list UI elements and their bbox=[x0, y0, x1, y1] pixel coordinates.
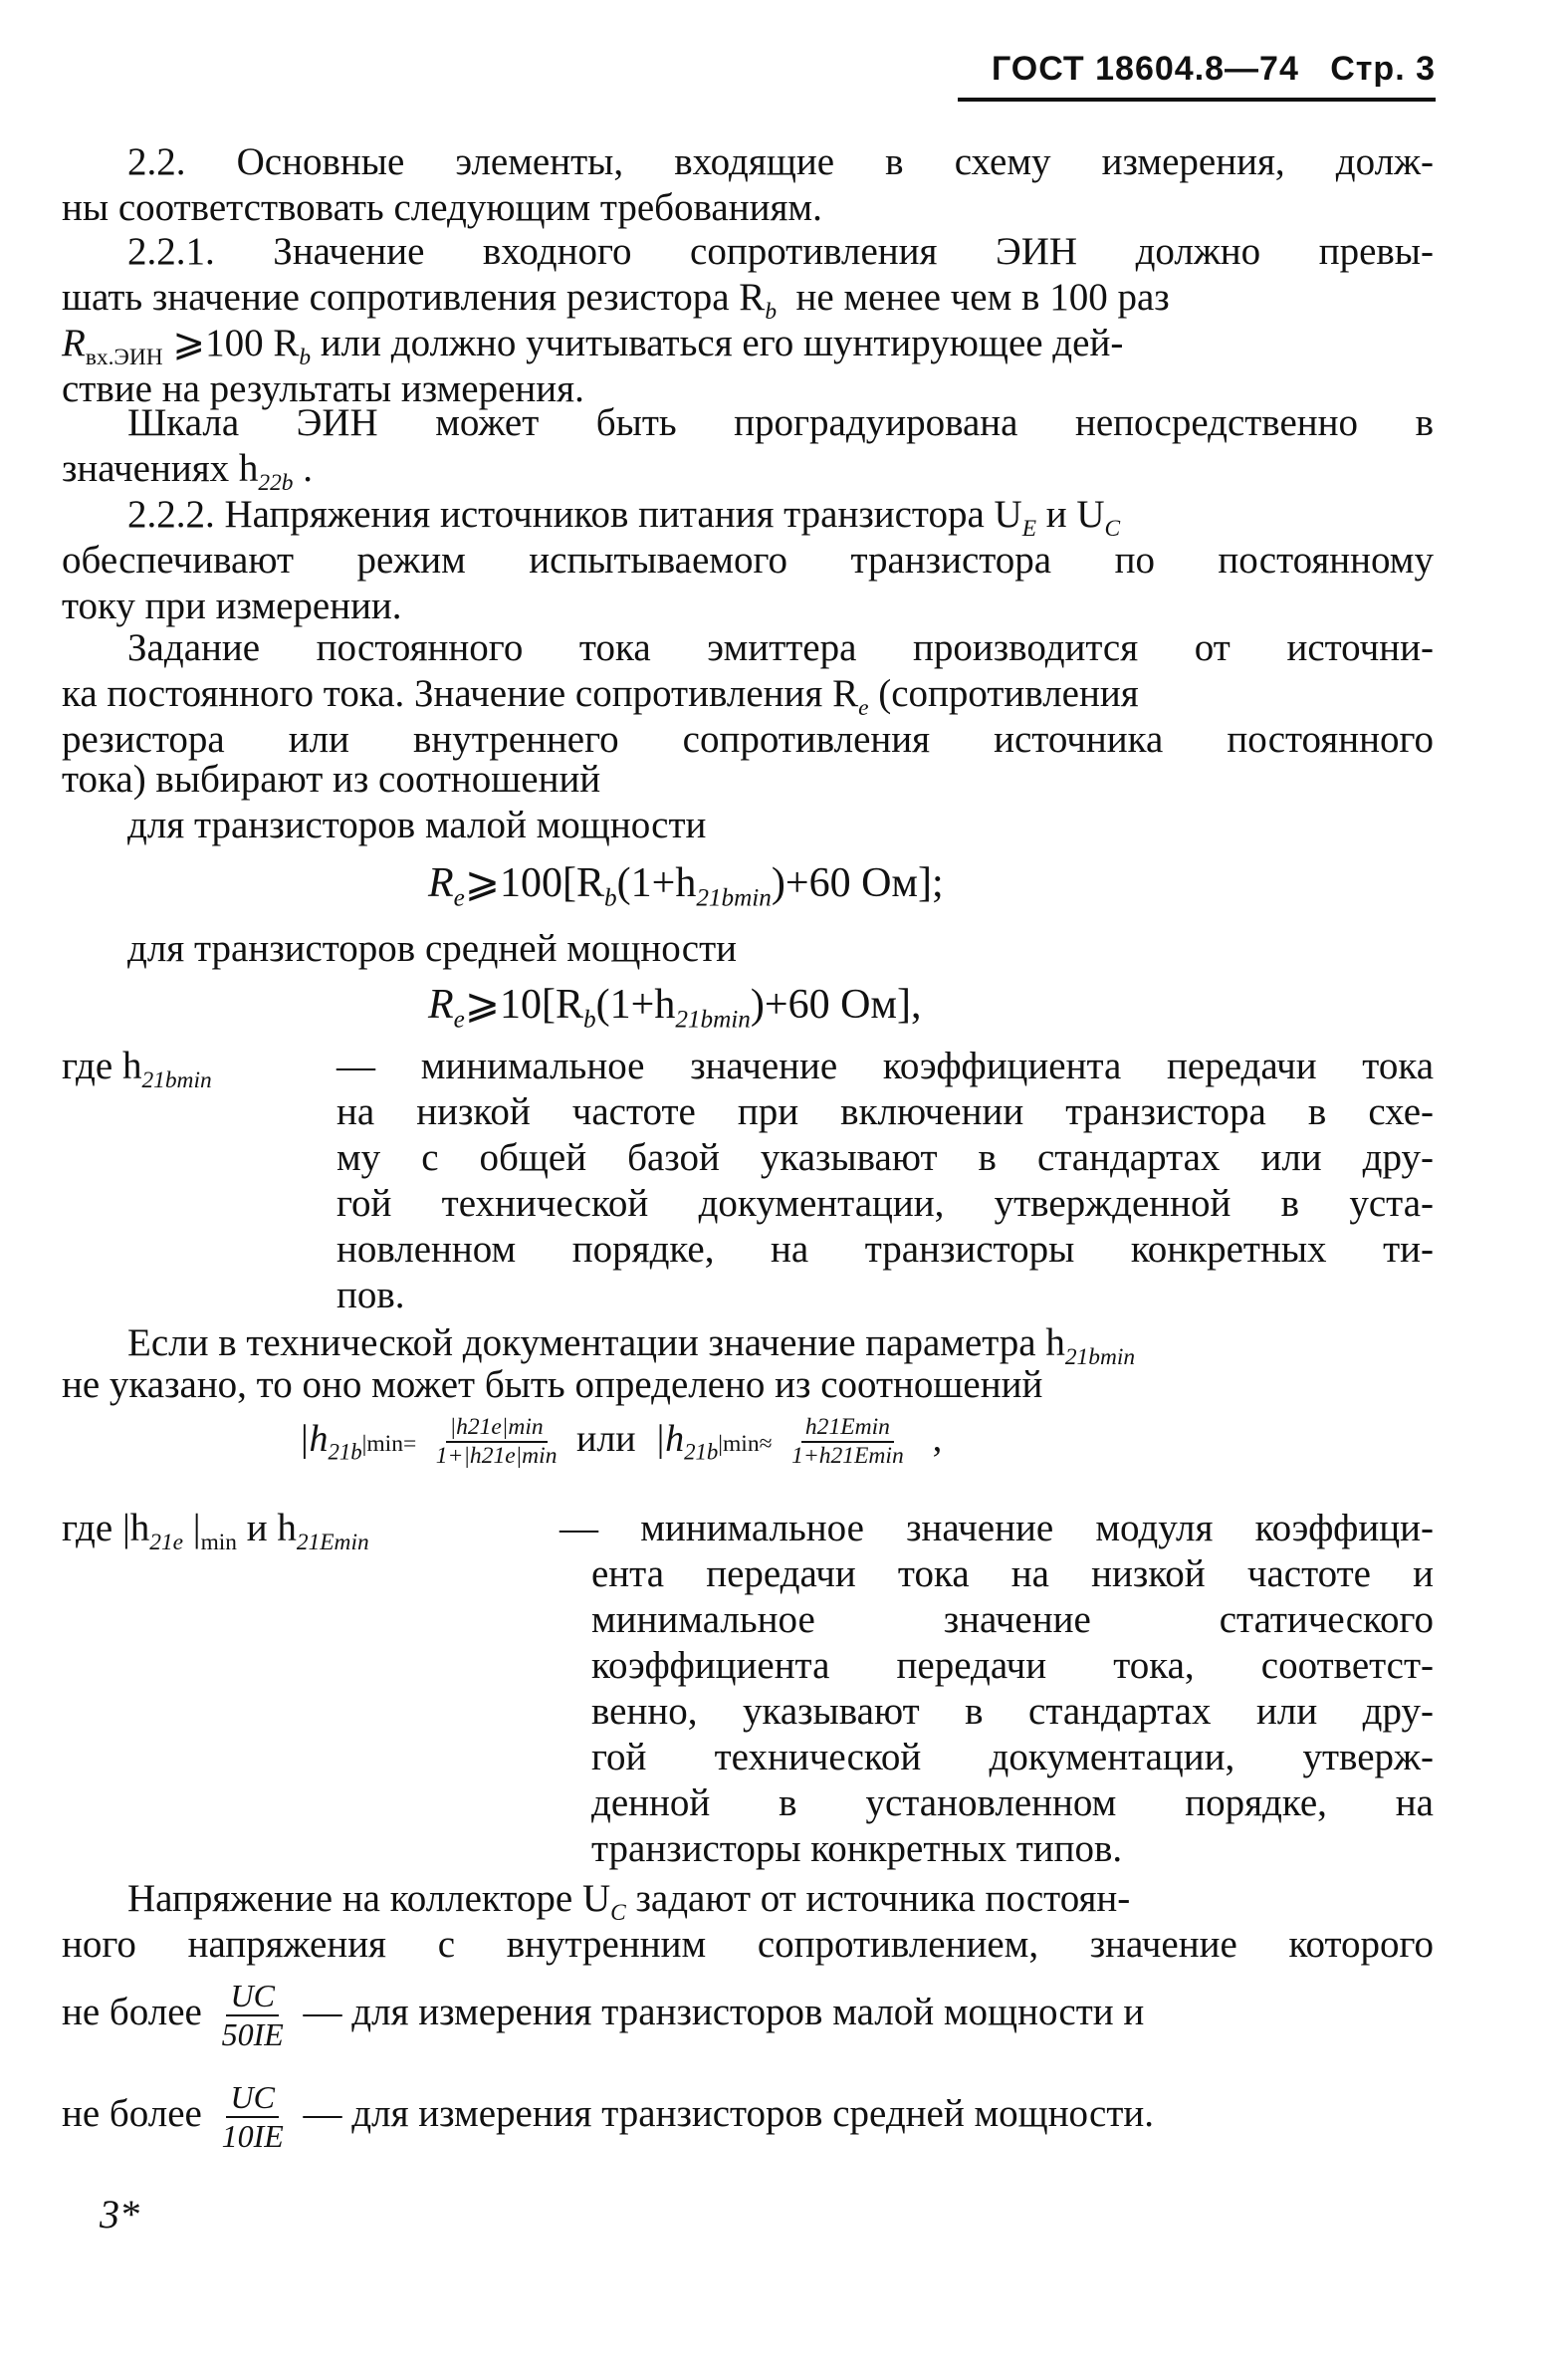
para-2-2-line1: 2.2. Основные элементы, входящие в схему измерения, долж- bbox=[127, 140, 1434, 183]
where1-head: где $h_{21bmin}$ bbox=[62, 1045, 212, 1093]
signature-mark: 3* bbox=[100, 2192, 139, 2237]
where2-line2: ента передачи тока на низкой частоте и bbox=[591, 1552, 1434, 1595]
para-2-2-2-line2: обеспечивают режим испытываемого транзистора по постоянному bbox=[62, 539, 1434, 582]
para-2-2-1-line3: $R_{вх.ЭИН}$ ⩾100 $R_b$ или должно учитываться его шунтирующее дей- bbox=[62, 322, 1124, 370]
where1-line3: му с общей базой указывают в стандартах или дру- bbox=[336, 1136, 1434, 1179]
para-2-2-2-line1: 2.2.2. Напряжения источников питания транзистора $U_E$ и $U_C$ bbox=[127, 493, 1121, 542]
if-line1: Если в технической документации значение параметра $h_{21bmin}$ bbox=[127, 1321, 1136, 1370]
page-number: Стр. 3 bbox=[1330, 50, 1436, 88]
collector-line2: ного напряжения с внутренним сопротивлением, значение которого bbox=[62, 1923, 1434, 1966]
para-2-2-2-line3: току при измерении. bbox=[62, 585, 402, 627]
para-2-2-1-line2: шать значение сопротивления резистора $R_b$ не менее чем в 100 раз bbox=[62, 276, 1170, 325]
emitter-line3: резистора или внутреннего сопротивления источника постоянного bbox=[62, 718, 1434, 761]
fraction-2: $\frac{h21Emin}{1+h21Emin}$ bbox=[791, 1414, 904, 1470]
where1-line2: на низкой частоте при включении транзистора в схе- bbox=[336, 1090, 1434, 1133]
where2-line3: минимальное значение статического bbox=[591, 1598, 1434, 1641]
if-line2: не указано, то оно может быть определено из соотношений bbox=[62, 1363, 1043, 1406]
where2-line4: коэффициента передачи тока, соответст- bbox=[591, 1644, 1434, 1687]
where2-line8: транзисторы конкретных типов. bbox=[591, 1827, 1123, 1870]
where1-line1: — минимальное значение коэффициента передачи тока bbox=[336, 1045, 1434, 1087]
para-2-2-1-line1: 2.2.1. Значение входного сопротивления ЭИН должно превы- bbox=[127, 230, 1434, 273]
where1-line6: пов. bbox=[336, 1274, 405, 1316]
fraction-1: $\frac{|h21e|\min}{1+|h21e|\min}$ bbox=[435, 1414, 558, 1470]
where2-line6: гой технической документации, утверж- bbox=[591, 1736, 1434, 1778]
low-power-label: для транзисторов малой мощности bbox=[127, 804, 707, 846]
where2-line1: — минимальное значение модуля коэффици- bbox=[560, 1507, 1434, 1549]
fraction-uc-10ie: $\frac{UC}{10IE}$ bbox=[221, 2079, 284, 2154]
emitter-line4: тока) выбирают из соотношений bbox=[62, 758, 601, 801]
collector-line1: Напряжение на коллекторе $U_C$ задают от источника постоян- bbox=[127, 1877, 1131, 1926]
header-rule bbox=[958, 98, 1436, 102]
emitter-line1: Задание постоянного тока эмиттера производится от источни- bbox=[127, 626, 1434, 669]
limit-medium-power: не более $\frac{UC}{10IE}$ — для измерения транзисторов средней мощности. bbox=[62, 2079, 1155, 2154]
where2-head: где $|h_{21e}$ $|_{min}$ и $h_{21Emin}$ bbox=[62, 1507, 369, 1555]
gost-number: ГОСТ 18604.8—74 bbox=[991, 50, 1299, 88]
where2-line5: венно, указывают в стандартах или дру- bbox=[591, 1690, 1434, 1733]
emitter-line2: ка постоянного тока. Значение сопротивления $R_e$ (сопротивления bbox=[62, 672, 1139, 721]
formula-low-power: $R_e⩾100[R_b(1+h_{21bmin})+60$ Ом]; bbox=[428, 860, 944, 912]
limit-low-power: не более $\frac{UC}{50IE}$ — для измерения транзисторов малой мощности и bbox=[62, 1978, 1145, 2052]
medium-power-label: для транзисторов средней мощности bbox=[127, 927, 738, 970]
scale-line2: значениях $h_{22b}$ . bbox=[62, 447, 313, 496]
where1-line4: гой технической документации, утвержденной в уста- bbox=[336, 1182, 1434, 1225]
where2-line7: денной в установленном порядке, на bbox=[591, 1781, 1434, 1824]
fraction-uc-50ie: $\frac{UC}{50IE}$ bbox=[221, 1978, 284, 2052]
where1-line5: новленном порядке, на транзисторы конкретных ти- bbox=[336, 1228, 1434, 1271]
para-2-2-1-line4: ствие на результаты измерения. bbox=[62, 367, 584, 410]
para-2-2-line2: ны соответствовать следующим требованиям. bbox=[62, 186, 822, 229]
page-header bbox=[992, 50, 1436, 89]
formula-medium-power: $R_e⩾10[R_b(1+h_{21bmin})+60$ Ом], bbox=[428, 982, 922, 1034]
formula-h21b: $|h_{21b}|\min=$ $\frac{|h21e|\min}{1+|h21e|\min}$ или $|h_{21b}|\min\approx$ $\frac{h21Emin}{1+h21Emin}$ , bbox=[299, 1414, 943, 1470]
scale-line1: Шкала ЭИН может быть проградуирована непосредственно в bbox=[127, 401, 1434, 444]
